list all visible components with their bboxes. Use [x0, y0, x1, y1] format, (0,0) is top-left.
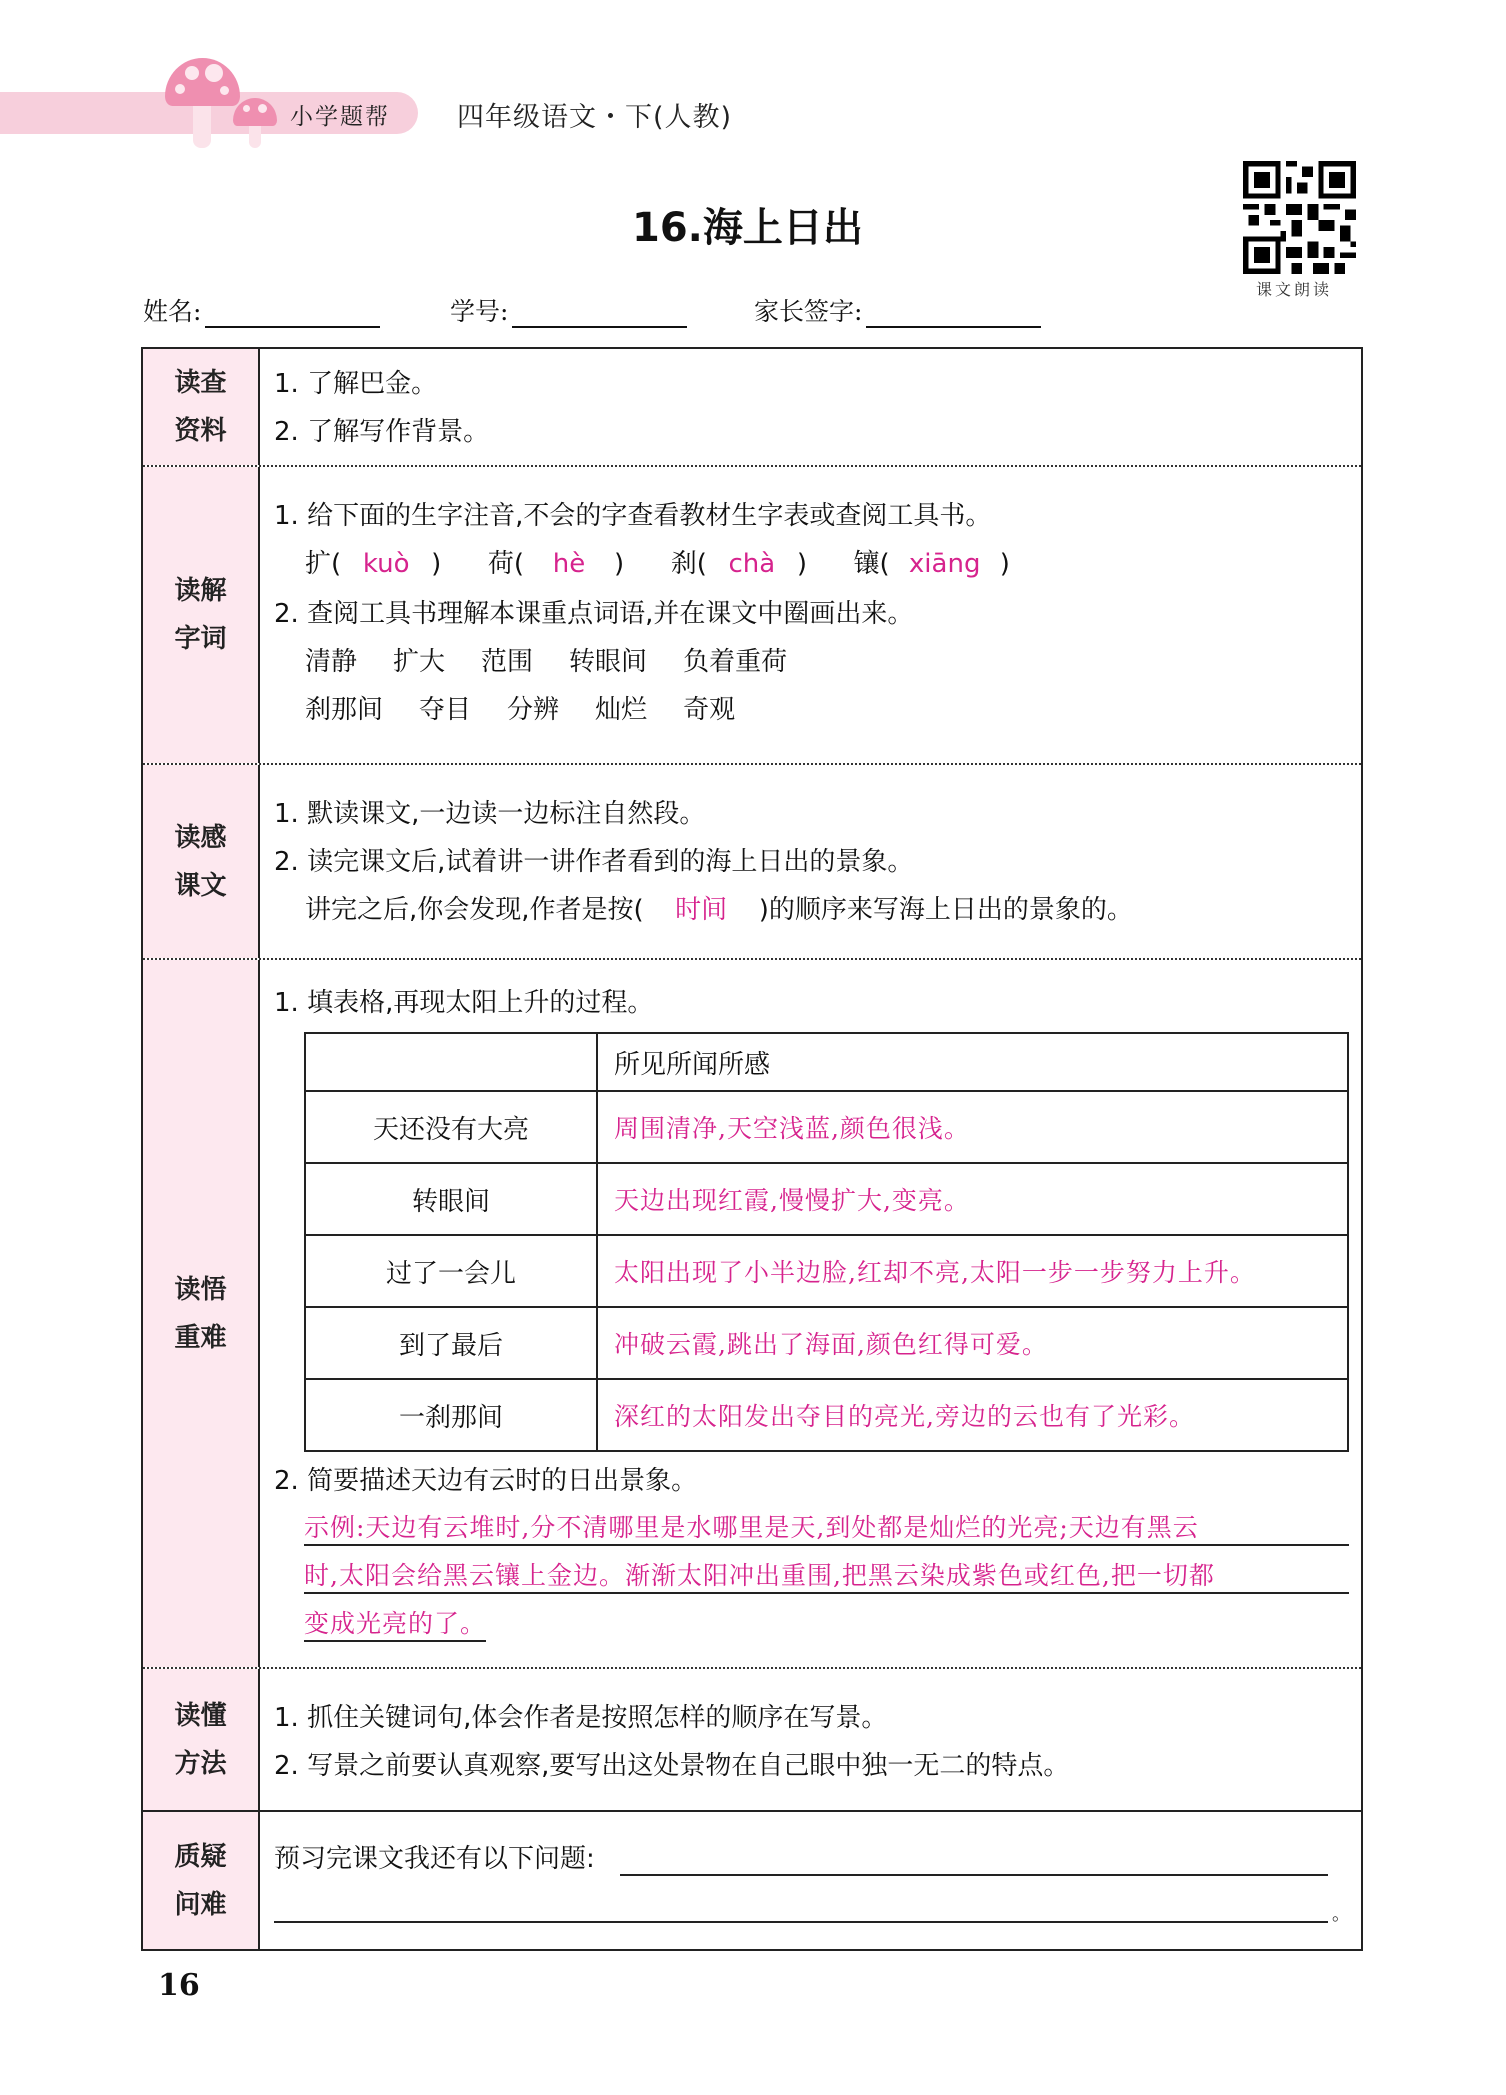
- end-mark: 。: [1332, 1904, 1350, 1925]
- name-input-line[interactable]: [205, 298, 380, 328]
- worksheet-table: [141, 347, 1363, 1951]
- item-1: 1. 默读课文,一边读一边标注自然段。: [274, 799, 706, 829]
- word-row-1: 清静 扩大 范围 转眼间 负着重荷: [305, 647, 788, 677]
- student-id-input-line[interactable]: [512, 298, 687, 328]
- section-method: [143, 1669, 1361, 1812]
- section-label: 读感 课文: [143, 765, 260, 958]
- qr-code-icon[interactable]: [1243, 161, 1356, 274]
- table-header-row: [305, 1033, 1348, 1091]
- pinyin-answer: kuò: [362, 549, 410, 579]
- book-title: 四年级语文・下(人教): [457, 102, 733, 133]
- observation-cell: 深红的太阳发出夺目的亮光,旁边的云也有了光彩。: [597, 1379, 1348, 1451]
- parent-signature-label: 家长签字:: [754, 297, 863, 326]
- sunrise-table: [304, 1032, 1349, 1452]
- item-2: 2. 了解写作背景。: [274, 417, 490, 447]
- stage-cell: 过了一会儿: [305, 1235, 597, 1307]
- pinyin-answer: hè: [552, 549, 586, 579]
- table-row: [305, 1307, 1348, 1379]
- section-key-points: [143, 960, 1361, 1669]
- item-2: 2. 简要描述天边有云时的日出景象。: [274, 1466, 698, 1496]
- stage-cell: 一刹那间: [305, 1379, 597, 1451]
- item-1: 1. 给下面的生字注音,不会的字查看教材生字表或查阅工具书。: [274, 501, 992, 531]
- name-field[interactable]: [143, 292, 380, 328]
- item-2: 2. 读完课文后,试着讲一讲作者看到的海上日出的景象。: [274, 847, 914, 877]
- order-answer: 时间: [675, 895, 728, 925]
- answer-line-2: 时,太阳会给黑云镶上金边。渐渐太阳冲出重围,把黑云染成紫色或红色,把一切都: [304, 1556, 1349, 1594]
- answer-line-3: 变成光亮的了。: [304, 1604, 486, 1642]
- student-id-label: 学号:: [450, 297, 509, 326]
- question-input-line-1[interactable]: [620, 1874, 1328, 1876]
- section-label: 读懂 方法: [143, 1669, 260, 1810]
- answer-line-1: 示例:天边有云堆时,分不清哪里是水哪里是天,到处都是灿烂的光亮;天边有黑云: [304, 1508, 1349, 1546]
- observation-cell: 太阳出现了小半边脸,红却不亮,太阳一步一步努力上升。: [597, 1235, 1348, 1307]
- observation-cell: 冲破云霞,跳出了海面,颜色红得可爱。: [597, 1307, 1348, 1379]
- parent-signature-input-line[interactable]: [866, 298, 1041, 328]
- table-row: [305, 1379, 1348, 1451]
- observation-cell: 周围清净,天空浅蓝,颜色很浅。: [597, 1091, 1348, 1163]
- pinyin-answer: xiāng: [908, 549, 981, 579]
- section-label: 质疑 问难: [143, 1812, 260, 1949]
- section-research: [143, 349, 1361, 467]
- section-reading: [143, 765, 1361, 960]
- item-1: 1. 了解巴金。: [274, 369, 438, 399]
- question-prompt: 预习完课文我还有以下问题:: [274, 1844, 595, 1874]
- section-label: 读悟 重难: [143, 960, 260, 1667]
- section-questions: [143, 1812, 1361, 1949]
- mushroom-large-icon: [165, 58, 240, 148]
- brand-name: 小学题帮: [290, 104, 390, 130]
- item-1: 1. 抓住关键词句,体会作者是按照怎样的顺序在写景。: [274, 1703, 888, 1733]
- page-number: 16: [158, 1968, 200, 2003]
- item-1: 1. 填表格,再现太阳上升的过程。: [274, 988, 654, 1018]
- observation-cell: 天边出现红霞,慢慢扩大,变亮。: [597, 1163, 1348, 1235]
- table-row: [305, 1163, 1348, 1235]
- item-2: 2. 查阅工具书理解本课重点词语,并在课文中圈画出来。: [274, 599, 914, 629]
- parent-signature-field[interactable]: [754, 292, 1041, 328]
- pinyin-answer: chà: [728, 549, 776, 579]
- section-vocabulary: [143, 467, 1361, 765]
- name-label: 姓名:: [143, 297, 202, 326]
- table-header-cell: [305, 1033, 597, 1091]
- section-label: 读查 资料: [143, 349, 260, 465]
- table-header-cell: 所见所闻所感: [597, 1033, 1348, 1091]
- word-row-2: 刹那间 夺目 分辨 灿烂 奇观: [305, 695, 736, 725]
- question-input-line-2[interactable]: [274, 1921, 1328, 1923]
- table-row: [305, 1235, 1348, 1307]
- page-title: 16.海上日出: [632, 205, 863, 251]
- stage-cell: 转眼间: [305, 1163, 597, 1235]
- section-label: 读解 字词: [143, 467, 260, 763]
- mushroom-small-icon: [233, 98, 277, 148]
- table-row: [305, 1091, 1348, 1163]
- stage-cell: 天还没有大亮: [305, 1091, 597, 1163]
- qr-caption: 课文朗读: [1256, 280, 1333, 299]
- item-2: 2. 写景之前要认真观察,要写出这处景物在自己眼中独一无二的特点。: [274, 1751, 1070, 1781]
- item-3: 讲完之后,你会发现,作者是按( 时间 )的顺序来写海上日出的景象的。: [305, 889, 1133, 926]
- stage-cell: 到了最后: [305, 1307, 597, 1379]
- pinyin-row: 扩( kuò ) 荷( hè ) 刹( chà ) 镶( xiāng ): [305, 549, 1010, 579]
- student-id-field[interactable]: [450, 292, 687, 328]
